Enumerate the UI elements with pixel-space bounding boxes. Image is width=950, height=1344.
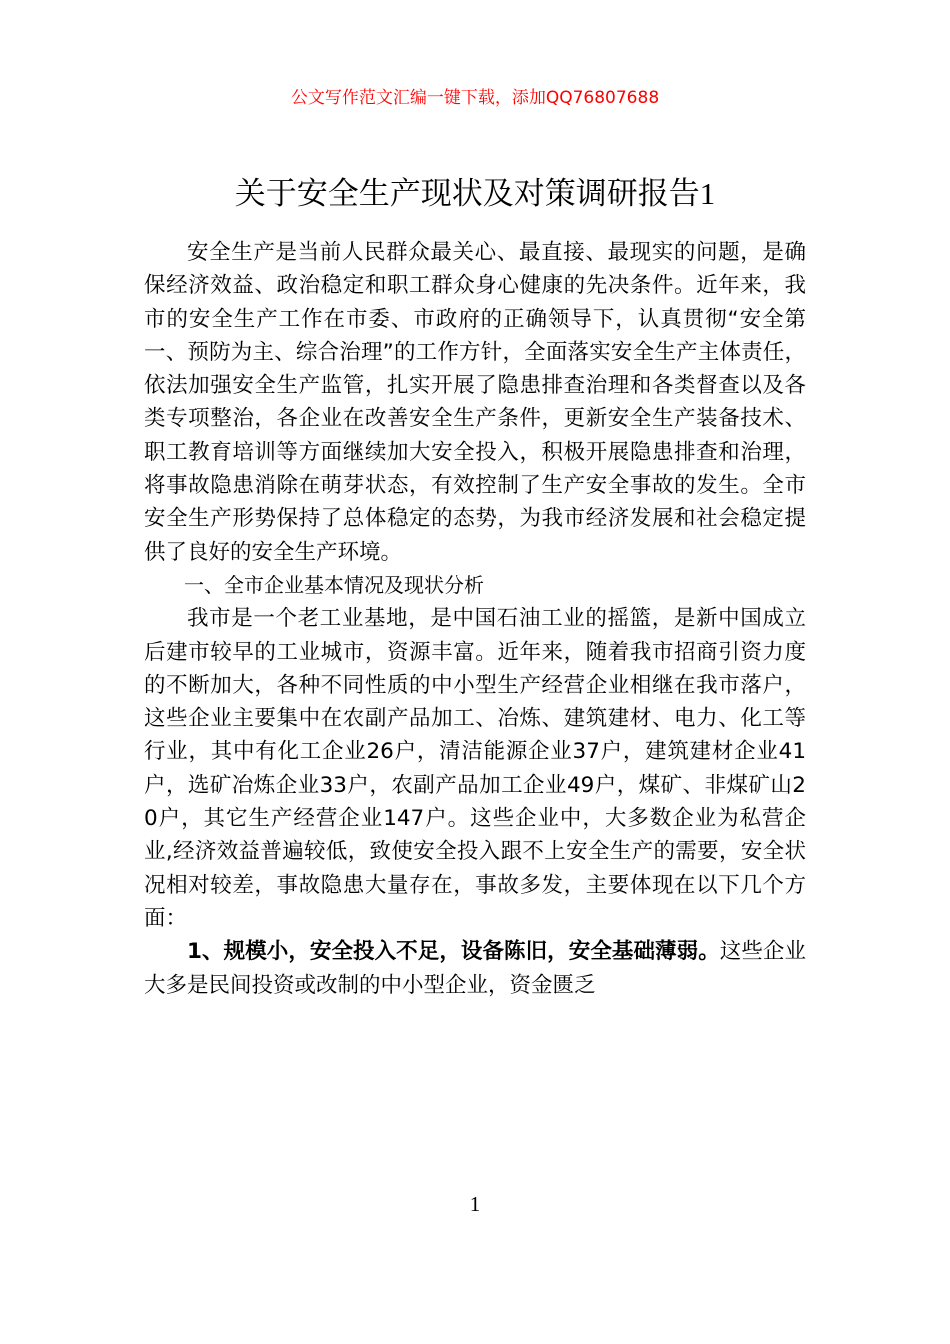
section-1-paragraph: 我市是一个老工业基地，是中国石油工业的摇篮，是新中国成立后建市较早的工业城市，资源丰富。近年来，随着我市招商引资力度的不断加大，各种不同性质的中小型生产经营企业相继在我市落户，这些企业主要集中在农副产品加工、冶炼、建筑建材、电力、化工等行业，其中有化工企业26户，清洁能源企业37户，建筑建材企业41户，选矿冶炼企业33户，农副产品加工企业49户，煤矿、非煤矿山20户，其它生产经营企业147户。这些企业中，大多数企业为私营企业,经济效益普遍较低，致使安全投入跟不上安全生产的需要，安全状况相对较差，事故隐患大量存在，事故多发，主要体现在以下几个方面： [144,606,806,931]
document-body [144,236,806,1002]
document-title-number: 1 [699,176,716,211]
section-1-heading: 一、全市企业基本情况及现状分析 [184,572,484,597]
document-title-text: 关于安全生产现状及对策调研报告 [234,176,700,212]
point-1-body: 这些企业大多是民间投资或改制的中小型企业，资金匮乏 [144,939,806,998]
point-1-heading: 1、规模小，安全投入不足，设备陈旧，安全基础薄弱。 [187,939,720,965]
point-1-paragraph [144,935,806,1002]
intro-paragraph: 安全生产是当前人民群众最关心、最直接、最现实的问题，是确保经济效益、政治稳定和职工群众身心健康的先决条件。近年来，我市的安全生产工作在市委、市政府的正确领导下，认真贯彻“安全第一、预防为主、综合治理”的工作方针，全面落实安全生产主体责任，依法加强安全生产监管，扎实开展了隐患排查治理和各类督查以及各类专项整治，各企业在改善安全生产条件，更新安全生产装备技术、职工教育培训等方面继续加大安全投入，积极开展隐患排查和治理，将事故隐患消除在萌芽状态，有效控制了生产安全事故的发生。全市安全生产形势保持了总体稳定的态势，为我市经济发展和社会稳定提供了良好的安全生产环境。 [144,240,806,565]
document-title [0,172,950,216]
page-number: 1 [469,1192,481,1216]
watermark-banner: 公文写作范文汇编一键下载，添加QQ76807688 [290,88,660,108]
